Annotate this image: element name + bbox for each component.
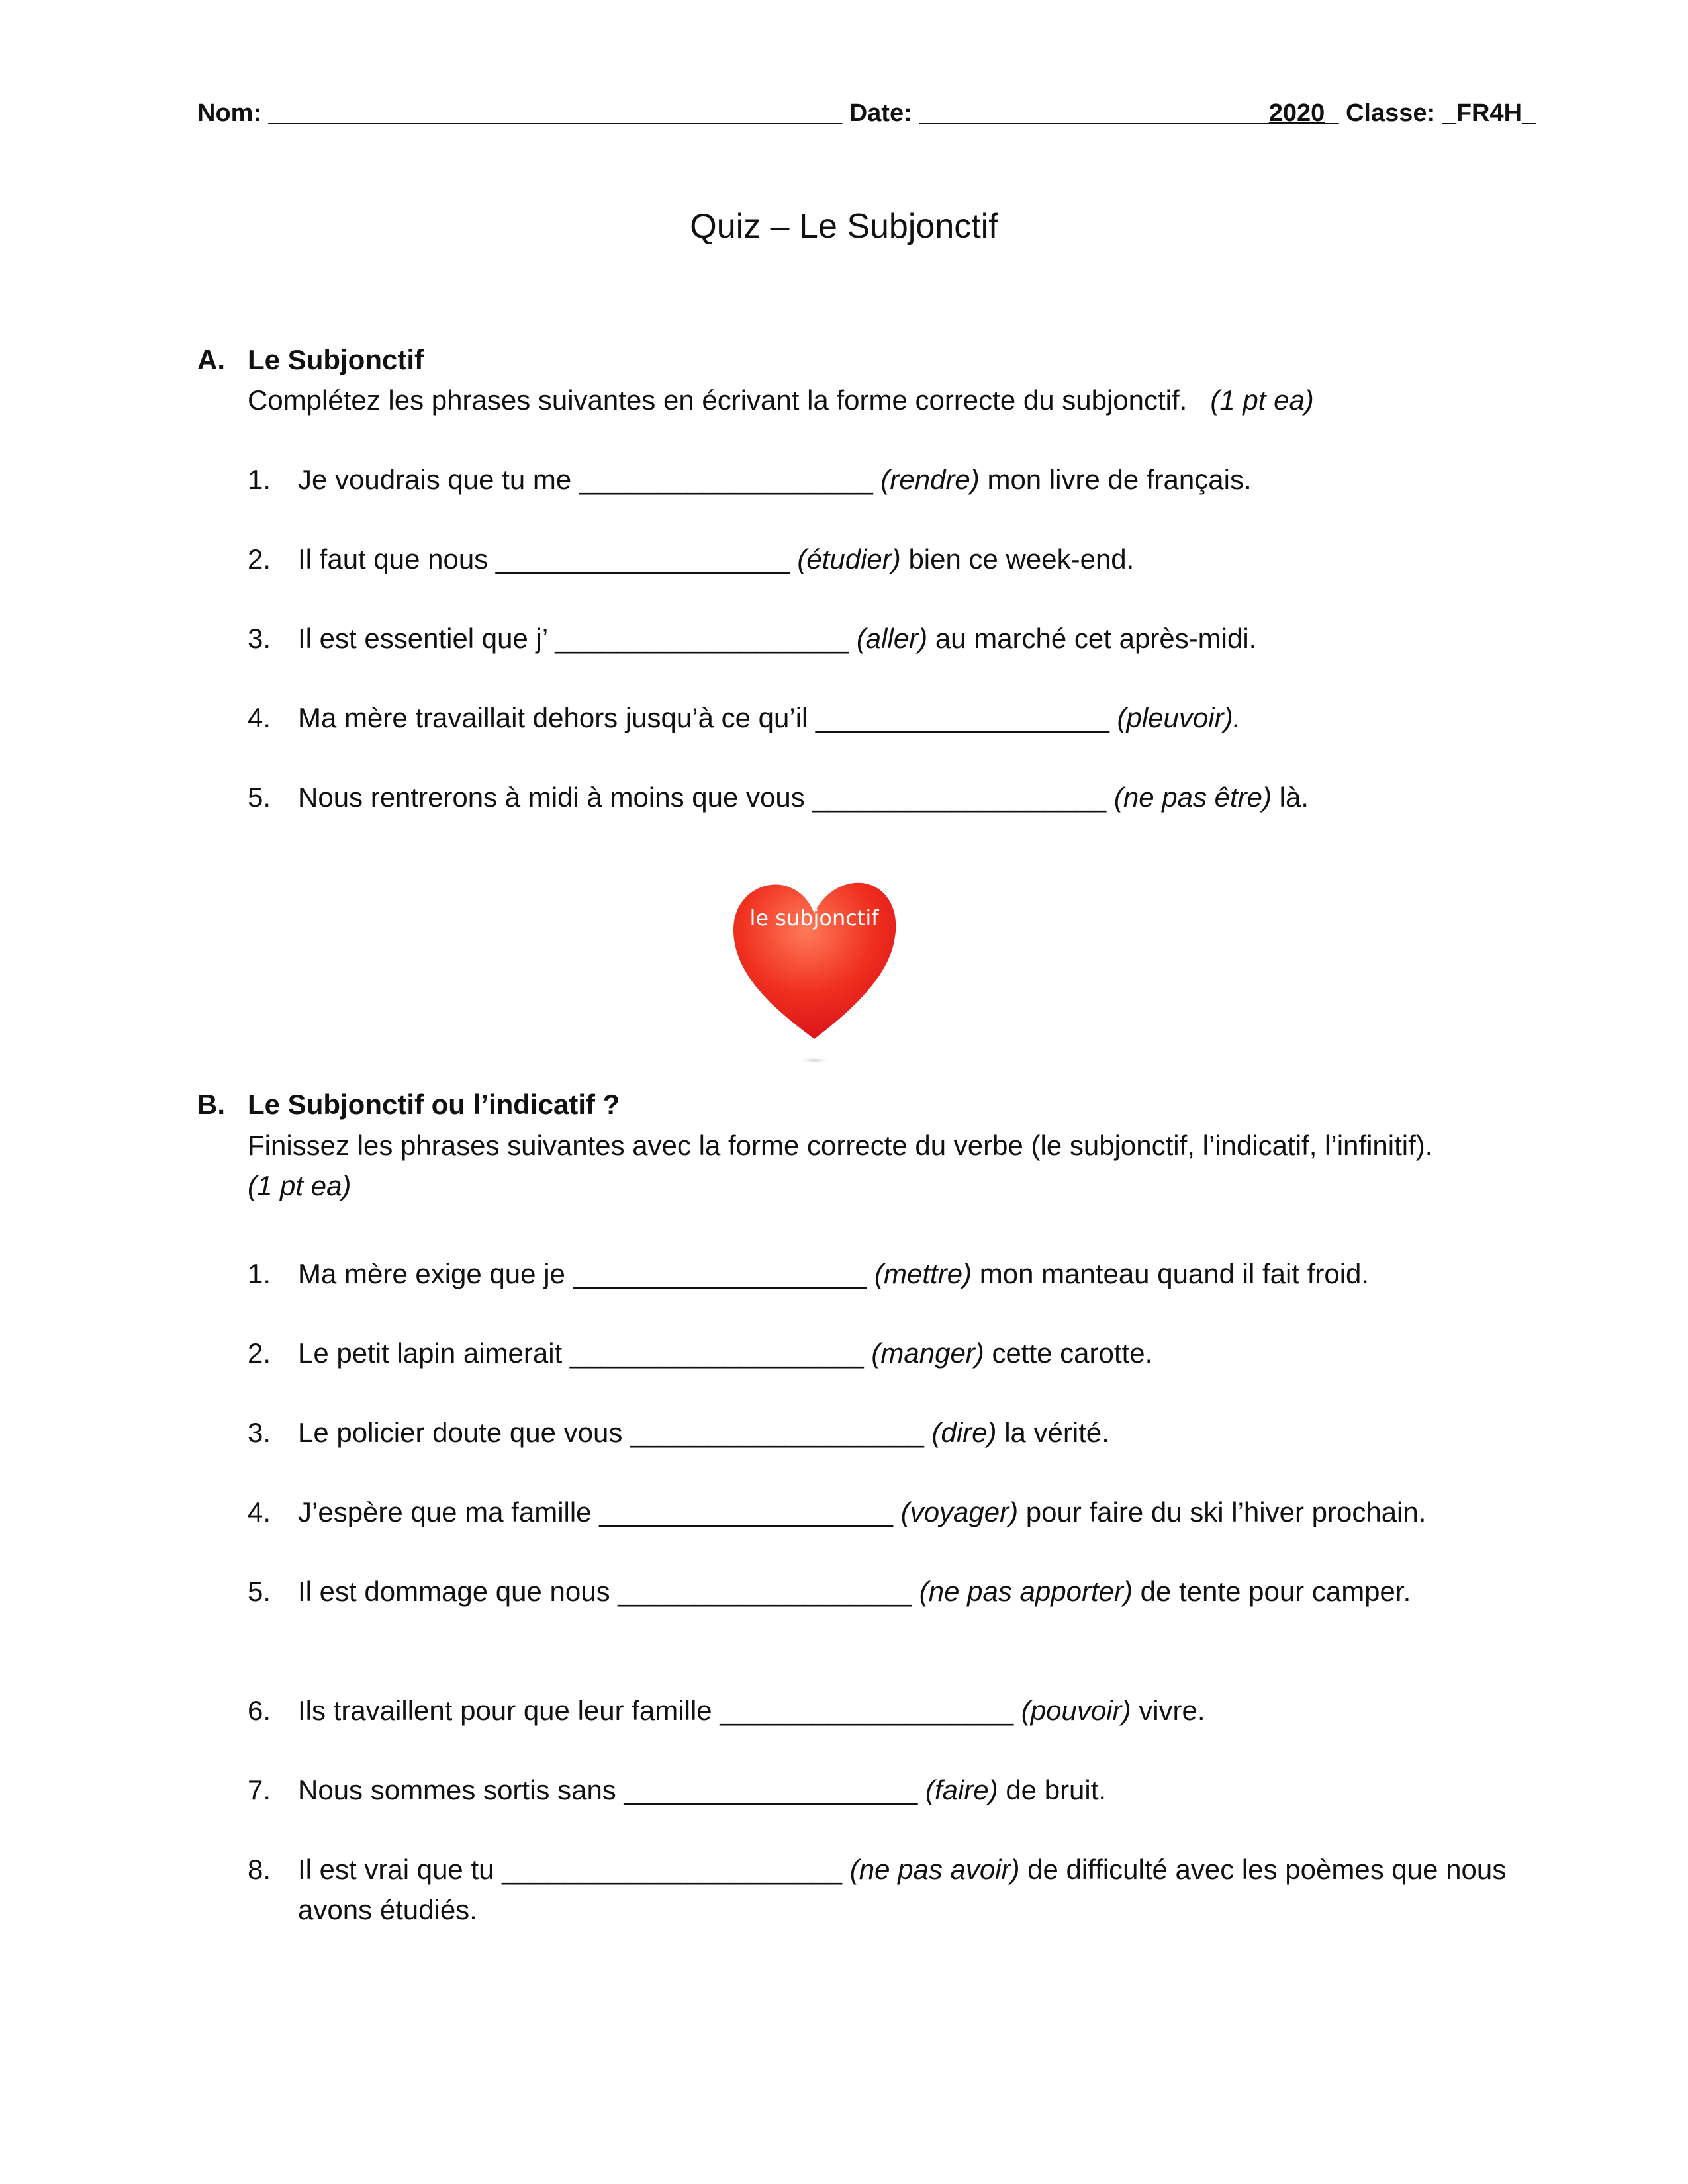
verb-hint: (étudier) — [797, 543, 901, 574]
section-a-title: Le Subjonctif — [248, 344, 424, 375]
question-text — [298, 618, 1529, 659]
verb-hint: (mettre) — [874, 1258, 972, 1289]
page-title: Quiz – Le Subjonctif — [690, 207, 998, 246]
question-text — [298, 1571, 1436, 1612]
verb-hint: (rendre) — [880, 464, 980, 495]
nom-blank: _________________________________________ — [268, 99, 843, 127]
answer-blank[interactable]: ___________________ — [555, 623, 849, 654]
question-number: 2. — [248, 1338, 271, 1369]
question-before: Il faut que nous — [298, 543, 489, 574]
question-after: cette carotte. — [992, 1338, 1153, 1369]
question-before: Il est dommage que nous — [298, 1576, 610, 1607]
question-after: mon manteau quand il fait froid. — [979, 1258, 1370, 1289]
verb-hint: (ne pas être) — [1113, 782, 1272, 813]
question-text — [298, 1770, 1529, 1810]
question-after: de tente pour camper. — [1140, 1576, 1411, 1607]
question-number: 2. — [248, 543, 271, 574]
answer-blank[interactable]: ___________________ — [624, 1774, 918, 1805]
heart-label: le subjonctif — [749, 905, 879, 931]
question-number: 7. — [248, 1774, 271, 1805]
question-number: 4. — [248, 702, 271, 733]
answer-blank[interactable]: ___________________ — [816, 702, 1109, 733]
heart-shadow — [798, 1057, 830, 1064]
question-after: mon livre de français. — [987, 464, 1252, 495]
question-number: 3. — [248, 1417, 271, 1448]
classe-value: _FR4H_ — [1442, 99, 1536, 127]
question-before: Il est vrai que tu — [298, 1854, 494, 1885]
question-text — [298, 698, 1529, 738]
question-after: pour faire du ski l’hiver prochain. — [1025, 1496, 1427, 1527]
question-before: Le petit lapin aimerait — [298, 1338, 563, 1369]
question-before: J’espère que ma famille — [298, 1496, 592, 1527]
header-line: Nom: _________________________________________ Date: _________________________2020_ Classe: _FR4H_ — [197, 99, 1536, 127]
question-text — [298, 1849, 1529, 1930]
section-a-points: (1 pt ea) — [1210, 385, 1314, 416]
classe-label: Classe: — [1345, 99, 1436, 127]
section-b-heading — [197, 1089, 620, 1120]
answer-blank[interactable]: ___________________ — [579, 464, 873, 495]
question-text — [298, 777, 1529, 817]
question-number: 1. — [248, 1258, 271, 1289]
verb-hint: (ne pas apporter) — [919, 1576, 1133, 1607]
verb-hint: (voyager) — [900, 1496, 1019, 1527]
verb-hint: (aller) — [856, 623, 928, 654]
date-label: Date: — [849, 99, 912, 127]
section-a-instruction: Complétez les phrases suivantes en écrivant la forme correcte du subjonctif. (1 pt ea) — [248, 385, 1314, 416]
question-text — [298, 1253, 1529, 1294]
question-text — [298, 1333, 1529, 1373]
question-before: Nous rentrerons à midi à moins que vous — [298, 782, 805, 813]
answer-blank[interactable]: ______________________ — [502, 1854, 843, 1885]
question-number: 3. — [248, 623, 271, 654]
verb-hint: (pouvoir) — [1021, 1695, 1131, 1726]
question-after: là. — [1279, 782, 1309, 813]
answer-blank[interactable]: ___________________ — [618, 1576, 912, 1607]
question-before: Il est essentiel que j’ — [298, 623, 547, 654]
answer-blank[interactable]: ___________________ — [599, 1496, 894, 1527]
question-after: de bruit. — [1006, 1774, 1107, 1805]
verb-hint: (manger) — [871, 1338, 984, 1369]
question-number: 4. — [248, 1496, 271, 1527]
question-number: 5. — [248, 1576, 271, 1607]
question-after: au marché cet après-midi. — [935, 623, 1257, 654]
question-before: Ils travaillent pour que leur famille — [298, 1695, 712, 1726]
question-before: Nous sommes sortis sans — [298, 1774, 616, 1805]
section-b-instruction: Finissez les phrases suivantes avec la forme correcte du verbe (le subjonctif, l’indicatif, l’infinitif). (1 pt ea) — [248, 1130, 1433, 1201]
section-a-heading — [197, 344, 424, 376]
question-after: la vérité. — [1004, 1417, 1109, 1448]
section-b-points: (1 pt ea) — [248, 1170, 352, 1201]
question-after: de difficulté avec les poèmes que nous avons étudiés. — [298, 1854, 1507, 1925]
question-text — [298, 459, 1529, 500]
question-text — [298, 1412, 1529, 1453]
section-b-title: Le Subjonctif ou l’indicatif ? — [248, 1089, 620, 1120]
question-before: Ma mère exige que je — [298, 1258, 565, 1289]
section-a-letter: A. — [197, 344, 225, 375]
question-number: 6. — [248, 1695, 271, 1726]
heart-icon — [722, 874, 907, 1066]
question-before: Je voudrais que tu me — [298, 464, 572, 495]
answer-blank[interactable]: ___________________ — [495, 543, 790, 574]
question-text — [298, 1492, 1529, 1532]
answer-blank[interactable]: ___________________ — [569, 1338, 864, 1369]
verb-hint: (dire) — [931, 1417, 997, 1448]
question-text — [298, 1690, 1529, 1731]
question-before: Ma mère travaillait dehors jusqu’à ce qu’il — [298, 702, 808, 733]
year: 2020 — [1268, 99, 1325, 127]
date-blank: _________________________ — [919, 99, 1269, 127]
question-before: Le policier doute que vous — [298, 1417, 623, 1448]
verb-hint: (pleuvoir). — [1117, 702, 1241, 733]
answer-blank[interactable]: ___________________ — [630, 1417, 924, 1448]
question-number: 5. — [248, 782, 271, 813]
answer-blank[interactable]: ___________________ — [573, 1258, 867, 1289]
verb-hint: (faire) — [925, 1774, 998, 1805]
question-after: bien ce week-end. — [908, 543, 1135, 574]
nom-label: Nom: — [197, 99, 262, 127]
question-after: vivre. — [1139, 1695, 1205, 1726]
answer-blank[interactable]: ___________________ — [720, 1695, 1014, 1726]
question-text — [298, 539, 1529, 579]
question-number: 1. — [248, 464, 271, 495]
section-b-letter: B. — [197, 1089, 225, 1120]
verb-hint: (ne pas avoir) — [849, 1854, 1020, 1885]
question-number: 8. — [248, 1854, 271, 1885]
answer-blank[interactable]: ___________________ — [812, 782, 1107, 813]
